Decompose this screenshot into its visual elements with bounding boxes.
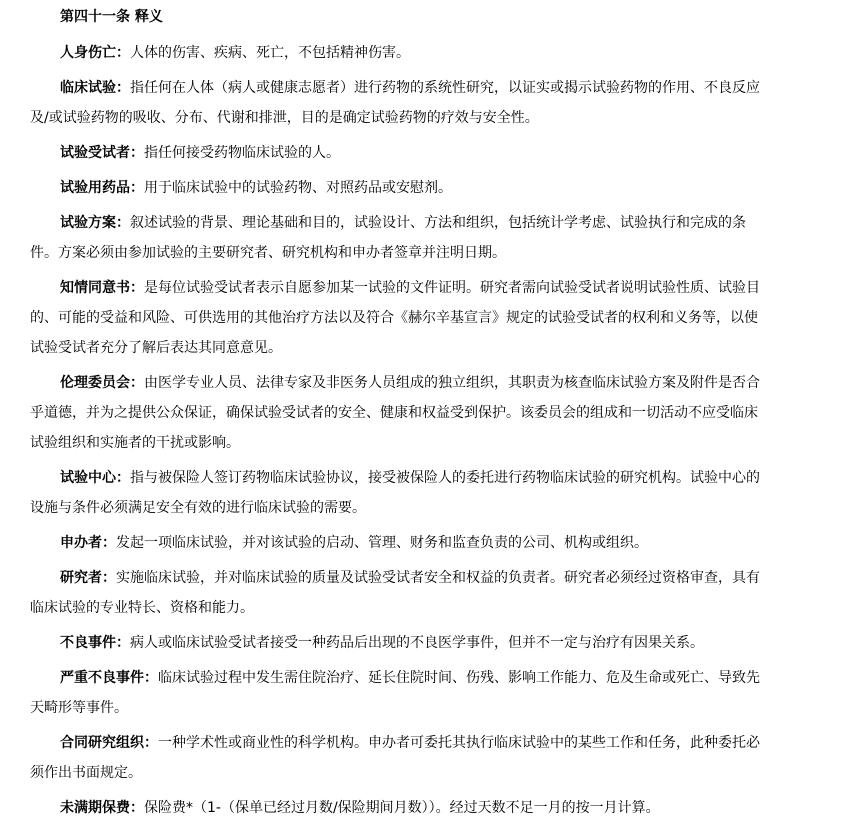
term-separator: ： [130, 280, 144, 296]
term-separator: ： [102, 570, 116, 586]
term-separator: ： [102, 535, 116, 551]
definition-entry [30, 273, 765, 363]
definition-text: 用于临床试验中的试验药物、对照药品或安慰剂。 [144, 180, 452, 196]
definition-term: 试验方案 [60, 215, 116, 231]
term-separator: ： [144, 670, 158, 686]
definition-entry [30, 208, 765, 268]
term-separator: ： [130, 800, 144, 816]
definition-text: 指任何接受药物临床试验的人。 [144, 145, 340, 161]
definition-term: 不良事件 [60, 635, 116, 651]
definition-text: 病人或临床试验受试者接受一种药品后出现的不良医学事件，但并不一定与治疗有因果关系。 [130, 635, 704, 651]
definition-entry [30, 728, 765, 788]
definition-entry [30, 793, 765, 823]
definition-entry [30, 528, 765, 558]
term-separator: ： [144, 735, 158, 751]
definition-entry [30, 173, 765, 203]
term-separator: ： [116, 80, 130, 96]
term-separator: ： [130, 180, 144, 196]
term-separator: ： [130, 375, 144, 391]
term-separator: ： [116, 215, 130, 231]
definition-term: 伦理委员会 [60, 375, 130, 391]
definition-term: 人身伤亡 [60, 45, 116, 61]
definition-entry [30, 463, 765, 523]
definition-entry [30, 628, 765, 658]
definition-term: 合同研究组织 [60, 735, 144, 751]
definitions-list [30, 38, 765, 823]
definition-text: 指任何在人体（病人或健康志愿者）进行药物的系统性研究，以证实或揭示试验药物的作用、不良反应及/或试验药物的吸收、分布、代谢和排泄，目的是确定试验药物的疗效与安全性。 [30, 80, 760, 126]
definition-text: 指与被保险人签订药物临床试验协议，接受被保险人的委托进行药物临床试验的研究机构。试验中心的设施与条件必须满足安全有效的进行临床试验的需要。 [30, 470, 760, 516]
term-separator: ： [116, 45, 130, 61]
definition-term: 严重不良事件 [60, 670, 144, 686]
definition-text: 一种学术性或商业性的科学机构。申办者可委托其执行临床试验中的某些工作和任务，此种委托必须作出书面规定。 [30, 735, 760, 781]
definition-term: 知情同意书 [60, 280, 130, 296]
definition-entry [30, 138, 765, 168]
term-separator: ： [130, 145, 144, 161]
definition-text: 叙述试验的背景、理论基础和目的，试验设计、方法和组织，包括统计学考虑、试验执行和完成的条件。方案必须由参加试验的主要研究者、研究机构和申办者签章并注明日期。 [30, 215, 746, 261]
term-separator: ： [116, 470, 130, 486]
definition-entry [30, 73, 765, 133]
definition-entry [30, 663, 765, 723]
definition-text: 实施临床试验，并对临床试验的质量及试验受试者安全和权益的负责者。研究者必须经过资格审查，具有临床试验的专业特长、资格和能力。 [30, 570, 760, 616]
definition-text: 由医学专业人员、法律专家及非医务人员组成的独立组织，其职责为核查临床试验方案及附件是否合乎道德，并为之提供公众保证，确保试验受试者的安全、健康和权益受到保护。该委员会的组成和一切活动不应受临床试验组织和实施者的干扰或影响。 [30, 375, 760, 451]
definition-text: 临床试验过程中发生需住院治疗、延长住院时间、伤残、影响工作能力、危及生命或死亡、导致先天畸形等事件。 [30, 670, 760, 716]
definition-entry [30, 368, 765, 458]
definition-term: 研究者 [60, 570, 102, 586]
document-body [30, 6, 765, 828]
definition-text: 发起一项临床试验，并对该试验的启动、管理、财务和监查负责的公司、机构或组织。 [116, 535, 648, 551]
definition-text: 保险费*（1-（保单已经过月数/保险期间月数））。经过天数不足一月的按一月计算。 [144, 800, 660, 816]
definition-text: 人体的伤害、疾病、死亡，不包括精神伤害。 [130, 45, 410, 61]
article-heading: 第四十一条 释义 [60, 9, 163, 25]
definition-term: 试验受试者 [60, 145, 130, 161]
definition-term: 试验用药品 [60, 180, 130, 196]
term-separator: ： [116, 635, 130, 651]
definition-text: 是每位试验受试者表示自愿参加某一试验的文件证明。研究者需向试验受试者说明试验性质、试验目的、可能的受益和风险、可供选用的其他治疗方法以及符合《赫尔辛基宣言》规定的试验受试者的权利和义务等，以使试验受试者充分了解后表达其同意意见。 [30, 280, 760, 356]
definition-entry [30, 563, 765, 623]
definition-term: 临床试验 [60, 80, 116, 96]
definition-term: 申办者 [60, 535, 102, 551]
definition-entry [30, 38, 765, 68]
definition-term: 未满期保费 [60, 800, 130, 816]
definition-term: 试验中心 [60, 470, 116, 486]
